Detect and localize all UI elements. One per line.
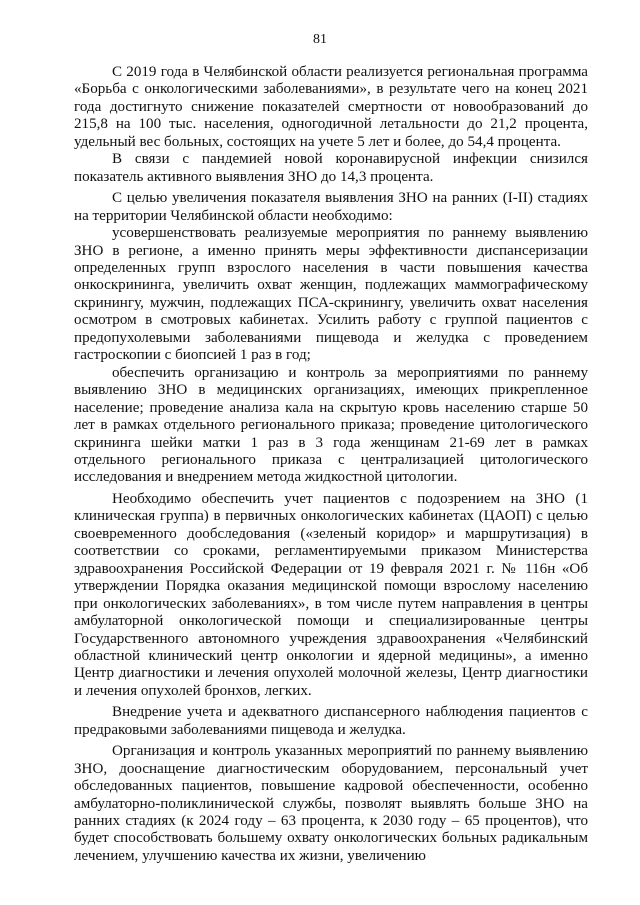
paragraph-6: Необходимо обеспечить учет пациентов с подозрением на ЗНО (1 клиническая группа) в первичных онкологических кабинетах (ЦАОП) с целью своевременного дообследования («зеленый коридор» и маршрутизация) в соответствии со сроками, регламентируемыми приказом Министерства здравоохранения Российской Федерации от 19 февраля 2021 г. № 116н «Об утверждении Порядка оказания медицинской помощи взрослому населению при онкологических заболеваниях», в том числе путем направления в центры амбулаторной онкологической помощи и специализированные центры Государственного автономного учреждения здравоохранения «Челябинский областной клинический центр онкологии и ядерной медицины», а именно Центр диагностики и лечения опухолей молочной железы, Центр диагностики и лечения опухолей бронхов, легких.: [74, 490, 588, 699]
paragraph-4: усовершенствовать реализуемые мероприятия по раннему выявлению ЗНО в регионе, а именно принять меры эффективности диспансеризации определенных групп взрослого населения в части повышения качества онкоскрининга, увеличить охват женщин, подлежащих маммографическому скринингу, мужчин, подлежащих ПСА-скринингу, увеличить охват населения осмотром в смотровых кабинетах. Усилить работу с группой пациентов с предопухолевыми заболеваниями пищевода и желудка с проведением гастроскопии с биопсией 1 раз в год;: [74, 225, 588, 364]
paragraph-1: С 2019 года в Челябинской области реализуется региональная программа «Борьба с онкологическими заболеваниями», в результате чего на конец 2021 года достигнуто снижение показателей смертности от новообразований до 215,8 на 100 тыс. населения, одногодичной летальности до 21,2 процента, удельный вес больных, состоящих на учете 5 лет и более, до 54,4 процента.: [74, 64, 588, 150]
paragraph-3: С целью увеличения показателя выявления ЗНО на ранних (I-II) стадиях на территории Челябинской области необходимо:: [74, 190, 588, 224]
paragraph-2: В связи с пандемией новой коронавирусной инфекции снизился показатель активного выявления ЗНО до 14,3 процента.: [74, 151, 588, 185]
paragraph-8: Организация и контроль указанных мероприятий по раннему выявлению ЗНО, дооснащение диагностическим оборудованием, персональный учет обследованных пациентов, повышение кадровой обеспеченности, особенно амбулаторно-поликлинической службы, позволят выявлять больше ЗНО на ранних стадиях (к 2024 году – 63 процента, к 2030 году – 65 процентов), что будет способствовать большему охвату онкологических больных радикальным лечением, улучшению качества их жизни, увеличению: [74, 743, 588, 864]
page-number: 81: [313, 32, 327, 47]
paragraph-5: обеспечить организацию и контроль за мероприятиями по раннему выявлению ЗНО в медицинских организациях, имеющих прикрепленное население; проведение анализа кала на скрытую кровь населению старше 50 лет в рамках отдельного регионального приказа; проведение цитологического скрининга шейки матки 1 раз в 3 года женщинам 21-69 лет в рамках отдельного регионального приказа с централизацией цитологического исследования и внедрением метода жидкостной цитологии.: [74, 364, 588, 486]
document-body: [74, 64, 588, 865]
paragraph-7: Внедрение учета и адекватного диспансерного наблюдения пациентов с предраковыми заболеваниями пищевода и желудка.: [74, 704, 588, 738]
